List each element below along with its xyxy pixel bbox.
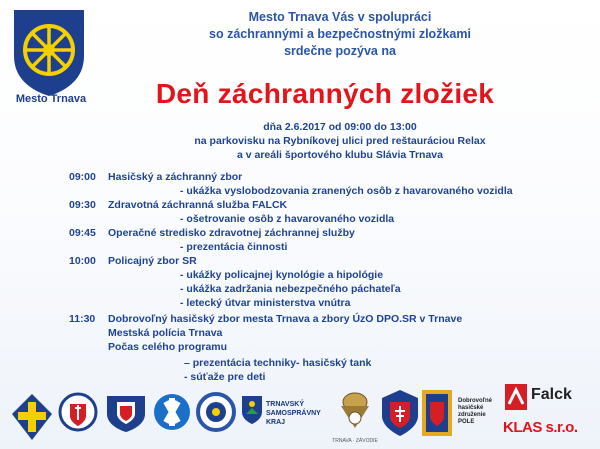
schedule-subitem: - ošetrovanie osôb z havarovaného vozidla (180, 213, 395, 225)
police-badge-icon (103, 388, 149, 432)
schedule-item: Zdravotná záchranná služba FALCK (108, 199, 288, 211)
trnava-small-label: TRNAVA · ZÁVODIE (332, 438, 378, 444)
fire-helmet-emblem-icon (333, 388, 377, 444)
schedule-time: 09:00 (69, 171, 96, 183)
header-line-2: so záchrannými a bezpečnostnými zložkami (209, 27, 471, 41)
ttsk-label: TRNAVSKÝ SAMOSPRÁVNY KRAJ (266, 401, 321, 426)
schedule-time: 09:30 (69, 199, 96, 211)
klas-label: KLAS s.r.o. (503, 419, 578, 436)
schedule-item-line: Mestská polícia Trnava (108, 327, 223, 339)
schedule-item: Operačné stredisko zdravotnej záchrannej služby (108, 227, 355, 239)
schedule-subitem: – prezentácia techniky- hasičský tank (184, 357, 372, 369)
schedule-time: 11:30 (69, 313, 96, 325)
schedule-subitem: - prezentácia činnosti (180, 241, 288, 253)
slovak-shield-icon (380, 388, 420, 438)
medical-star-icon (152, 388, 192, 432)
schedule-subitem: - súťaže pre deti (184, 371, 266, 383)
dhz-pole-label: Dobrovoľné hasičské združenie POLE (458, 398, 492, 425)
header-line-3: srdečne pozýva na (284, 44, 396, 58)
trnava-coat-of-arms-logo (10, 6, 88, 98)
schedule-time: 09:45 (69, 227, 96, 239)
schedule-item-line: Počas celého programu (108, 341, 228, 353)
schedule-item: Dobrovoľný hasičský zbor mesta Trnava a zbory ÚzO DPO.SR v Trnave (108, 313, 463, 325)
schedule-subitem: - ukážka vyslobodzovania zranených osôb z havarovaného vozidla (180, 185, 513, 197)
schedule-time: 10:00 (69, 255, 96, 267)
schedule-item: Policajný zbor SR (108, 255, 197, 267)
schedule-subitem: - ukážka zadržania nebezpečného páchateľa (180, 283, 401, 295)
rescue-emblem-icon (196, 388, 236, 432)
logo-caption: Mesto Trnava (15, 93, 87, 105)
fire-cross-badge-icon (10, 392, 54, 442)
event-title: Deň záchranných zložiek (155, 78, 495, 109)
falck-label: Falck (531, 386, 572, 403)
event-place-line-1: na parkovisku na Rybníkovej ulici pred reštauráciou Relax (194, 135, 486, 147)
fire-brigade-seal-icon (58, 388, 98, 432)
framed-crest-icon (420, 388, 454, 440)
event-place-line-2: a v areáli športového klubu Slávia Trnava (236, 149, 443, 161)
schedule-item: Hasičský a záchranný zbor (108, 171, 243, 183)
header-line-1: Mesto Trnava Vás v spolupráci (248, 10, 432, 24)
event-date: dňa 2.6.2017 od 09:00 do 13:00 (263, 121, 417, 133)
schedule-subitem: - letecký útvar ministerstva vnútra (180, 297, 351, 309)
falck-mark-icon (505, 384, 527, 410)
schedule-subitem: - ukážky policajnej kynológie a hipológie (180, 269, 384, 281)
